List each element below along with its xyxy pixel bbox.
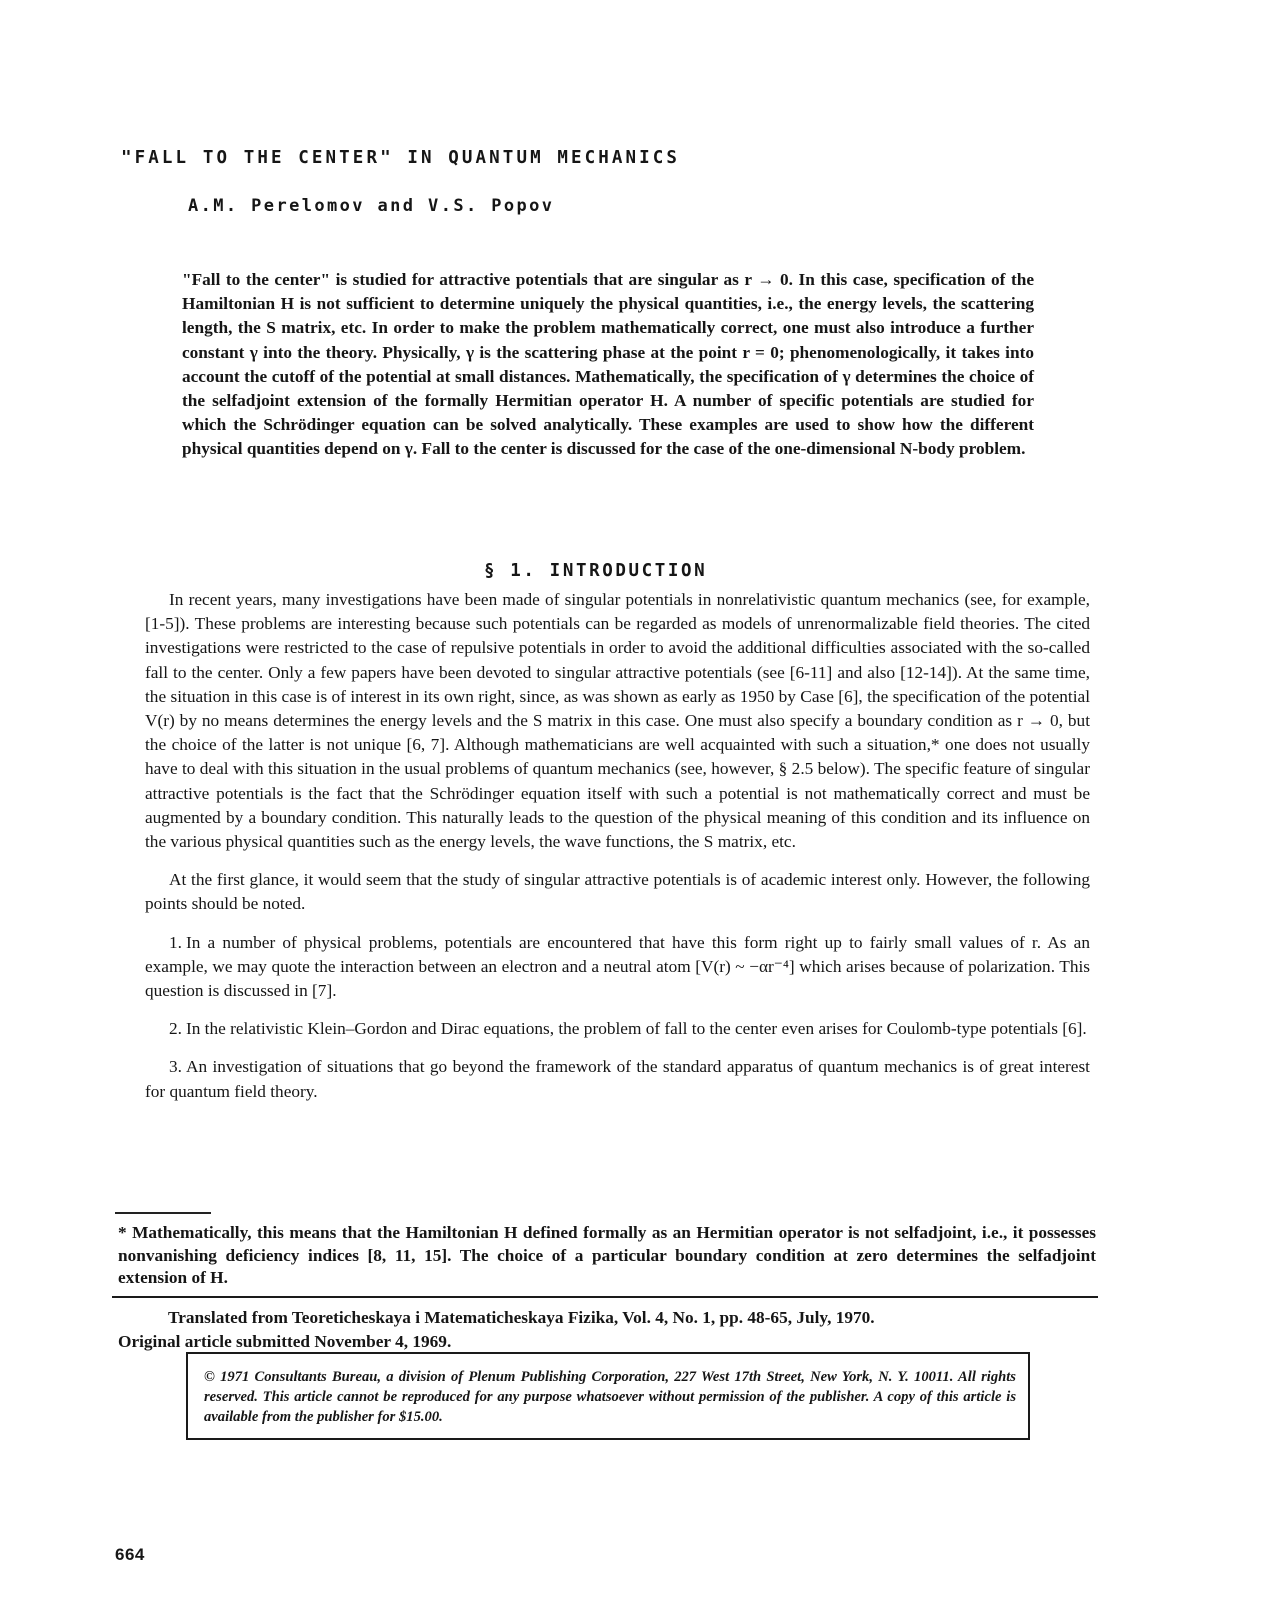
submission-date: Original article submitted November 4, 1969. (118, 1332, 452, 1351)
body-paragraph: At the first glance, it would seem that the study of singular attractive potentials is of academic interest only. However, the following points should be noted. (145, 870, 1090, 914)
copyright-box (186, 1352, 1030, 1440)
body-paragraph: In recent years, many investigations have been made of singular potentials in nonrelativistic quantum mechanics (see, for example, [1-5]). These problems are interesting because such potentials can be regarded as models of unrenormalizable field theories. The cited investigations were restricted to the case of repulsive potentials in order to avoid the additional difficulties associated with the so-called fall to the center. Only a few papers have been devoted to singular attractive potentials (see [6-11] and also [12-14]). At the same time, the situation in this case is of interest in its own right, since, as was shown as early as 1950 by Case [6], the specification of the potential V(r) by no means determines the energy levels and the S matrix in this case. One must also specify a boundary condition as r → 0, but the choice of the latter is not unique [6, 7]. Although mathematicians are well acquainted with such a situation,* one does not usually have to deal with this situation in the usual problems of quantum mechanics (see, however, § 2.5 below). The specific feature of singular attractive potentials is the fact that the Schrödinger equation itself with such a potential is not mathematically correct and must be augmented by a boundary condition. This naturally leads to the question of the physical meaning of this condition and its influence on the various physical quantities such as the energy levels, the wave functions, the S matrix, etc. (145, 590, 1090, 852)
point-text: In a number of physical problems, potentials are encountered that have this form right up to fairly small values of r. As an example, we may quote the interaction between an electron and a neutral atom [V(r) ~ −αr⁻⁴] which arises because of polarization. This question is discussed in [7]. (145, 932, 1090, 1001)
copyright-notice: © 1971 Consultants Bureau, a division of Plenum Publishing Corporation, 227 West 17th Street, New York, N. Y. 10011. All rights reserved. This article cannot be reproduced for any purpose whatsoever without permission of the publisher. A copy of this article is available from the publisher for $15.00. (204, 1369, 1016, 1425)
translation-divider (112, 1296, 1098, 1298)
point-number: 2. (169, 1019, 182, 1039)
numbered-point (145, 1055, 1090, 1103)
footnote: * Mathematically, this means that the Hamiltonian H defined formally as an Hermitian operator is not selfadjoint, i.e., it possesses nonvanishing deficiency indices [8, 11, 15]. The choice of a particular boundary condition at zero determines the selfadjoint extension of H. (118, 1223, 1096, 1287)
paper-authors: A.M. Perelomov and V.S. Popov (188, 196, 555, 216)
section-heading: § 1. INTRODUCTION (484, 561, 708, 581)
page-number: 664 (115, 1545, 145, 1564)
numbered-point (145, 1017, 1090, 1041)
point-number: 3. (169, 1057, 182, 1077)
translation-note (118, 1306, 1098, 1354)
point-number: 1. (169, 932, 182, 952)
translation-source: Translated from Teoreticheskaya i Matematicheskaya Fizika, Vol. 4, No. 1, pp. 48-65, July, 1970. (168, 1308, 875, 1327)
paper-title: "FALL TO THE CENTER" IN QUANTUM MECHANICS (121, 148, 681, 168)
abstract: "Fall to the center" is studied for attractive potentials that are singular as r → 0. In this case, specification of the Hamiltonian H is not sufficient to determine uniquely the physical quantities, i.e., the energy levels, the scattering length, the S matrix, etc. In order to make the problem mathematically correct, one must also introduce a further constant γ into the theory. Physically, γ is the scattering phase at the point r = 0; phenomenologically, it takes into account the cutoff of the potential at small distances. Mathematically, the specification of γ determines the choice of the selfadjoint extension of the formally Hermitian operator H. A number of specific potentials are studied for which the Schrödinger equation can be solved analytically. These examples are used to show how the different physical quantities depend on γ. Fall to the center is discussed for the case of the one-dimensional N-body problem. (182, 270, 1034, 459)
introduction-body (145, 588, 1090, 1118)
point-text: In the relativistic Klein–Gordon and Dirac equations, the problem of fall to the center even arises for Coulomb-type potentials [6]. (185, 1019, 1087, 1039)
numbered-point (145, 931, 1090, 1004)
point-text: An investigation of situations that go beyond the framework of the standard apparatus of quantum mechanics is of great interest for quantum field theory. (145, 1057, 1090, 1101)
footnote-divider (115, 1212, 211, 1214)
